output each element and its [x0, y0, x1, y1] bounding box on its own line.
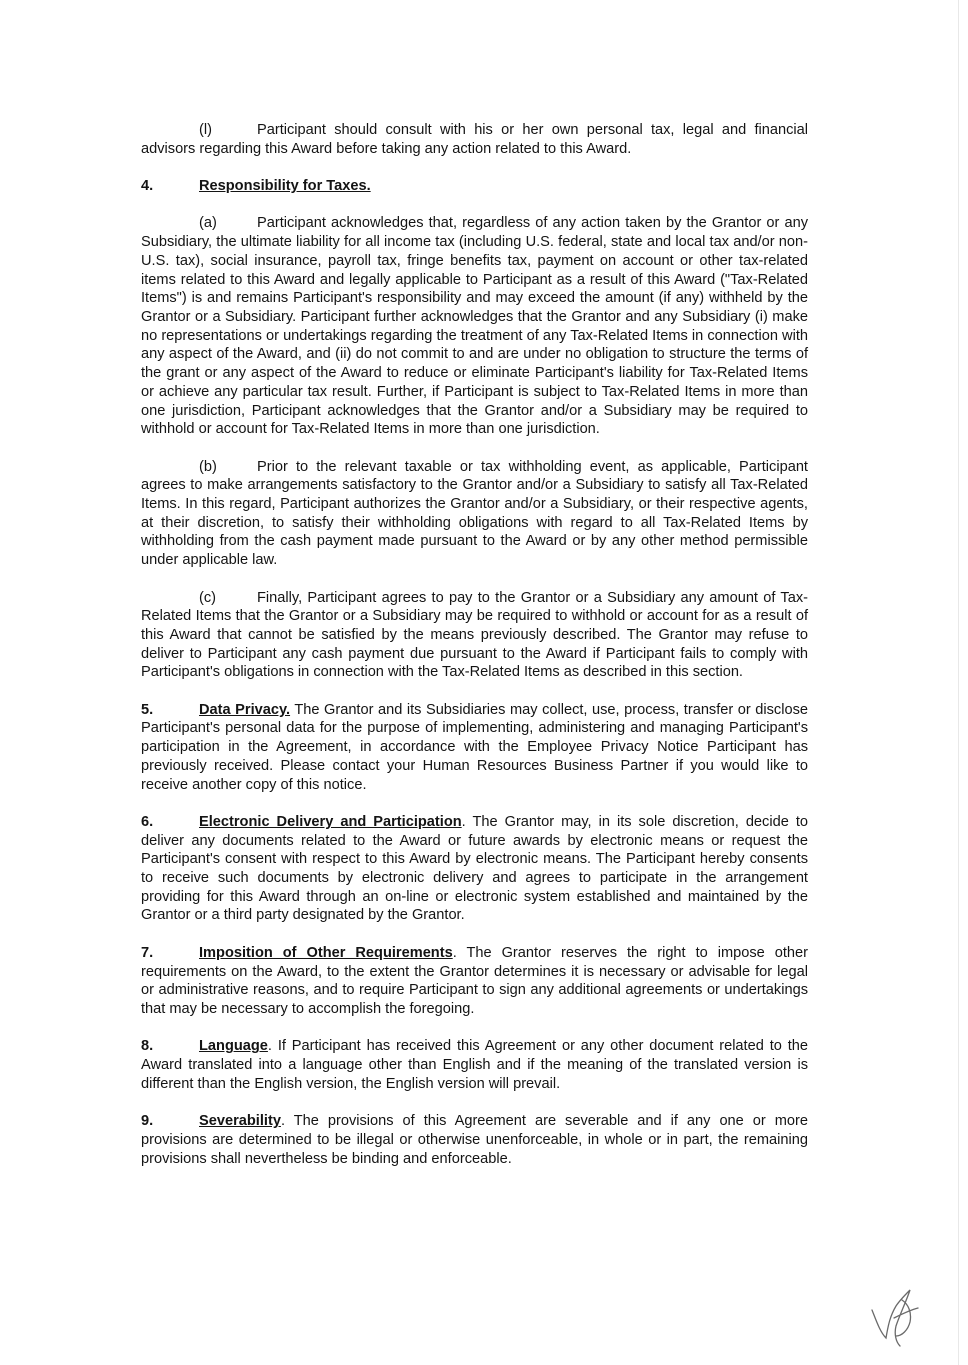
paragraph-label: (l) — [199, 122, 212, 138]
section-9 — [141, 1112, 808, 1168]
section-number: 7. — [141, 944, 154, 961]
section-number: 8. — [141, 1038, 154, 1055]
section-title: Language — [199, 1038, 268, 1055]
paragraph-text: Participant acknowledges that, regardless of any action taken by the Grantor or any Subsidiary, the ultimate liability for all income tax (including U.S. federal, state and local tax and/or non-U.S. tax), social insurance, payroll tax, fringe benefits tax, payment on account or other tax-related items related to this Award and legally applicable to Participant as a result of this Award ("Tax-Related Items") is and remains Participant's responsibility and may exceed the amount (if any) withheld by the Grantor or a Subsidiary. Participant further acknowledges that the Grantor and any Subsidiary (i) make no representations or undertakings regarding the treatment of any Tax-Related Items in connection with any aspect of the Award, and (ii) do not commit to and are under no obligation to structure the terms of the grant or any aspect of the Award to reduce or eliminate Participant's liability for Tax-Related Items or achieve any particular tax result. Further, if Participant is subject to Tax-Related Items in more than one jurisdiction, Participant acknowledges that the Grantor and/or a Subsidiary may be required to withhold or account for Tax-Related Items in more than one jurisdiction. — [141, 215, 808, 438]
paragraph-b — [141, 458, 808, 570]
signature-stroke — [872, 1290, 918, 1346]
paragraph-text: Prior to the relevant taxable or tax withholding event, as applicable, Participant agrees to make arrangements satisfactory to the Grantor and/or a Subsidiary to satisfy all Tax-Related Items. In this regard, Participant authorizes the Grantor and/or a Subsidiary, or their respective agents, at their discretion, to satisfy their withholding obligations with regard to all Tax-Related Items by withholding from the cash payment made pursuant to the Award or by any other method permissible under applicable law. — [141, 458, 808, 569]
paragraph-c — [141, 589, 808, 683]
paragraph-label: (a) — [199, 215, 217, 232]
section-8 — [141, 1037, 808, 1093]
paragraph-a — [141, 214, 808, 438]
section-number: 6. — [141, 813, 154, 830]
section-text: . The Grantor may, in its sole discretion, decide to deliver any documents related to the Award or future awards by electronic means or request the Participant's consent with respect to this Award by electronic means. The Participant hereby consents to receive such documents by electronic delivery and agrees to participate in the arrangement providing for this Award through an on-line or electronic system established and maintained by the Grantor or a third party designated by the Grantor. — [141, 813, 808, 924]
section-7 — [141, 944, 808, 1019]
section-5 — [141, 701, 808, 795]
section-title: Electronic Delivery and Participation — [199, 813, 462, 830]
paragraph-text: Participant should consult with his or her own personal tax, legal and financial advisors regarding this Award before taking any action related to this Award. — [141, 122, 808, 157]
section-title: Severability — [199, 1113, 281, 1130]
document-page — [141, 121, 808, 1187]
section-6 — [141, 813, 808, 925]
section-number: 4. — [141, 178, 154, 195]
section-text: The Grantor and its Subsidiaries may collect, use, process, transfer or disclose Participant's personal data for the purpose of implementing, administering and managing Participant's participation in the Agreement, in accordance with the Employee Privacy Notice Participant has previously received. Please contact your Human Resources Business Partner if you would like to receive another copy of this notice. — [141, 701, 809, 793]
section-number: 5. — [141, 701, 154, 718]
section-text: . The provisions of this Agreement are severable and if any one or more provisions are determined to be illegal or otherwise unenforceable, in whole or in part, the remaining provisions shall nevertheless be binding and enforceable. — [141, 1113, 808, 1167]
paragraph-label: (b) — [199, 458, 217, 475]
scan-edge-line — [958, 0, 959, 1365]
section-text: . If Participant has received this Agreement or any other document related to the Award translated into a language other than English and if the meaning of the translated version is different than the English version, the English version will prevail. — [141, 1038, 808, 1092]
paragraph-label: (c) — [199, 589, 217, 606]
handwritten-initials-signature — [866, 1280, 926, 1350]
section-title: Responsibility for Taxes. — [199, 178, 371, 195]
section-text: . The Grantor reserves the right to impose other requirements on the Award, to the extent the Grantor determines it is necessary or advisable for legal or administrative reasons, and to require Participant to sign any additional agreements or undertakings that may be necessary to accomplish the foregoing. — [141, 944, 808, 1017]
section-4-heading — [141, 177, 808, 196]
paragraph-l — [141, 121, 808, 158]
paragraph-text: Finally, Participant agrees to pay to the Grantor or a Subsidiary any amount of Tax-Related Items that the Grantor or a Subsidiary may be required to withhold or account for as a result of this Award that cannot be satisfied by the means previously described. The Grantor may refuse to deliver to Participant any cash payment due pursuant to the Award if Participant fails to comply with Participant's obligations in connection with the Tax-Related Items as described in this section. — [141, 589, 808, 681]
section-title: Imposition of Other Requirements — [199, 944, 453, 961]
section-number: 9. — [141, 1113, 154, 1130]
section-title: Data Privacy. — [199, 701, 291, 718]
